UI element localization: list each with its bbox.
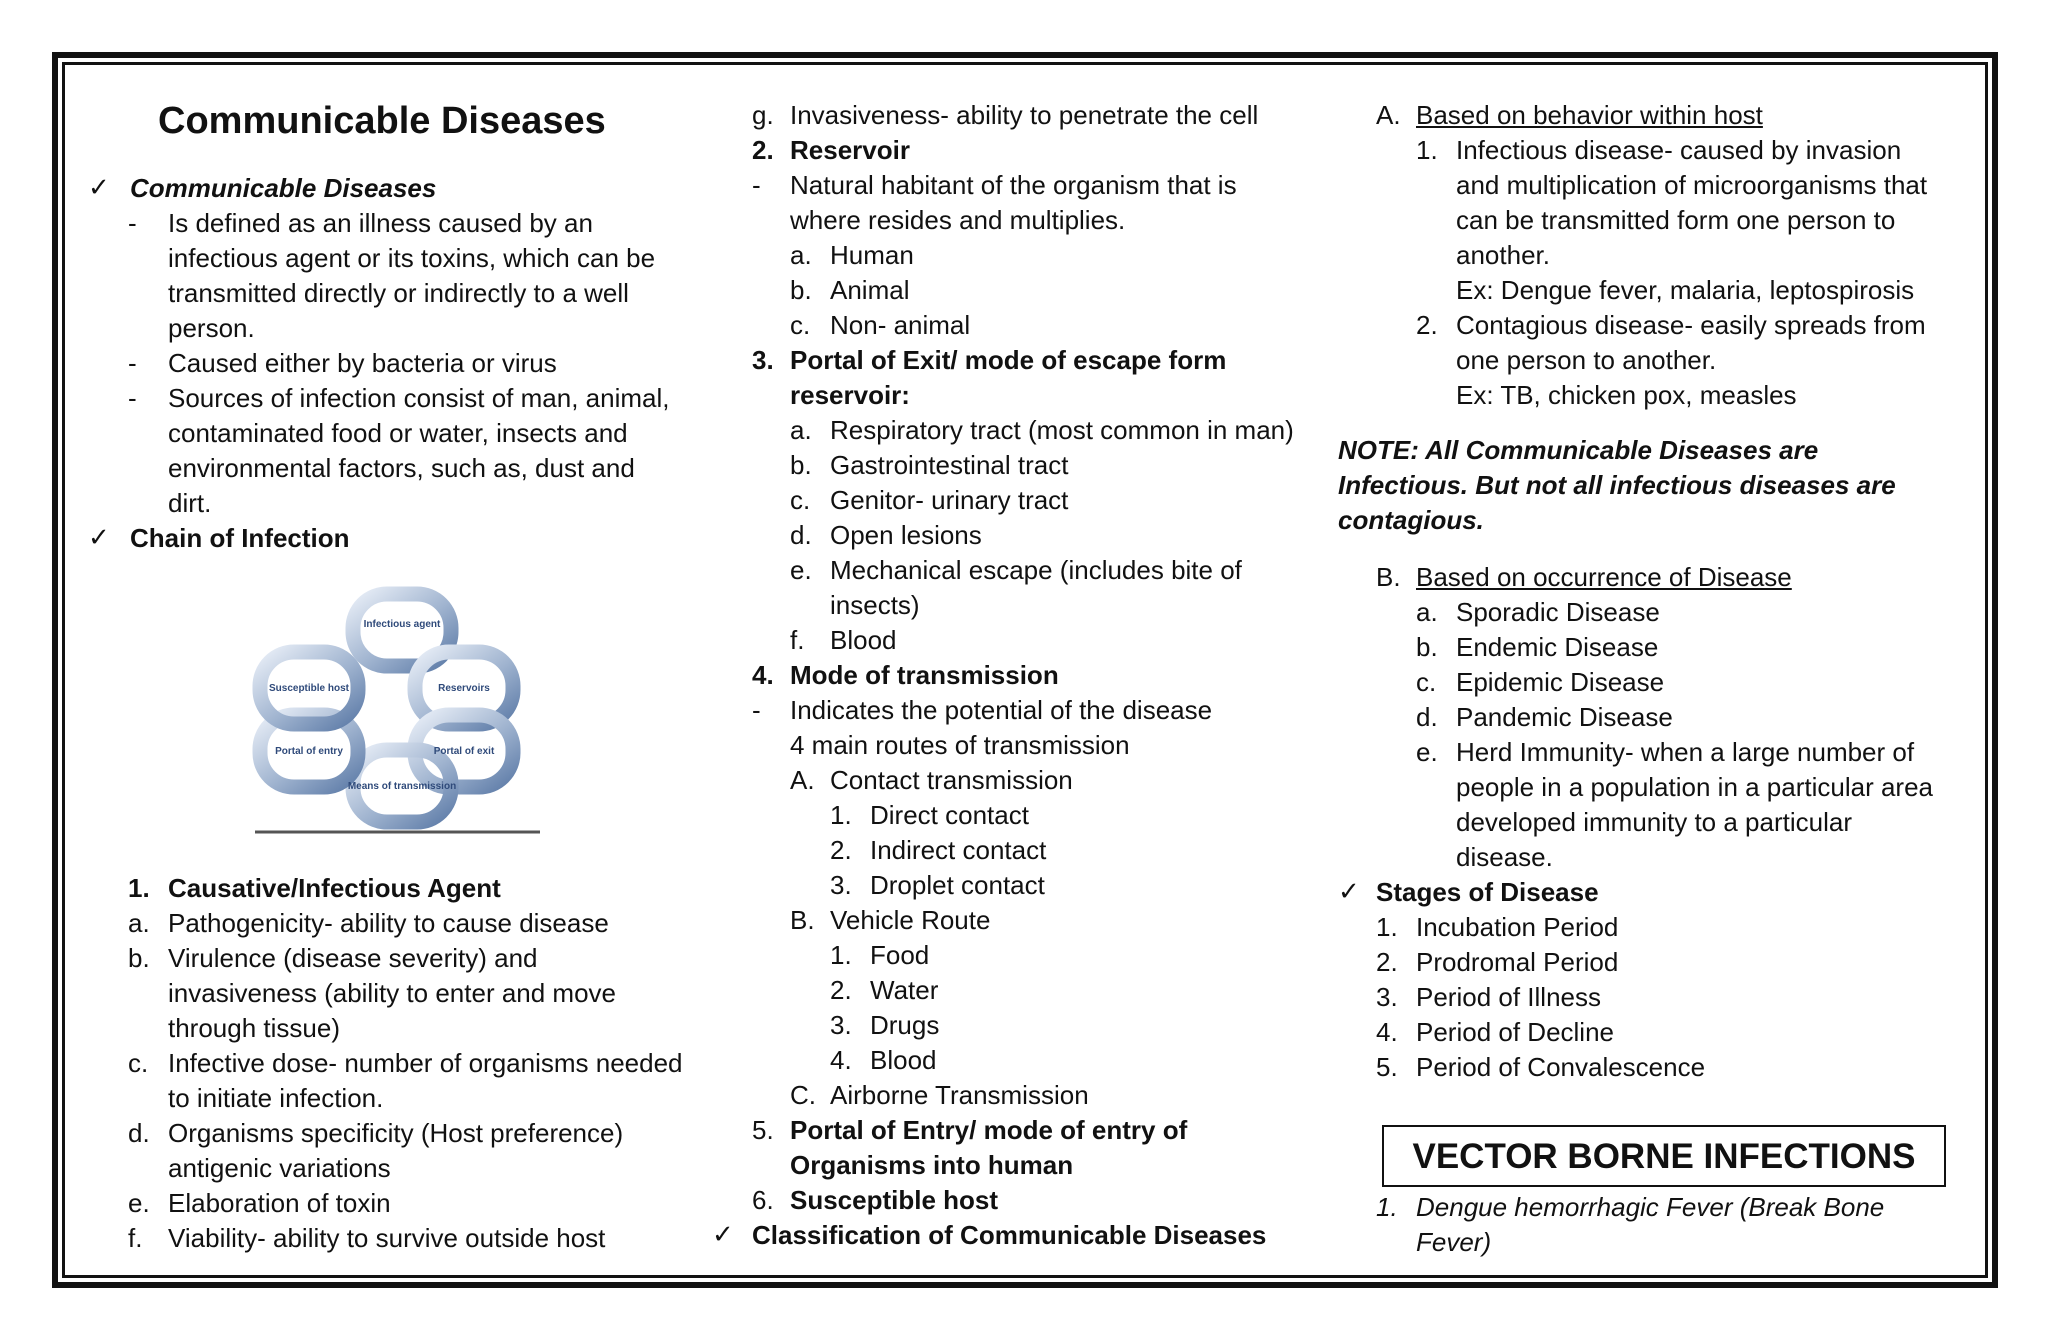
- list-item: Human: [830, 240, 914, 270]
- section-mode-of-transmission: Mode of transmission: [790, 660, 1059, 690]
- list-item: Fever): [1416, 1227, 1492, 1257]
- list-marker: d.: [790, 520, 812, 550]
- chain-label: Means of transmission: [347, 781, 457, 792]
- list-item: one person to another.: [1456, 345, 1717, 375]
- list-item: Dengue hemorrhagic Fever (Break Bone: [1416, 1192, 1885, 1222]
- list-item: Blood: [830, 625, 897, 655]
- list-item: Period of Decline: [1416, 1017, 1614, 1047]
- list-marker: c.: [790, 310, 811, 340]
- note-text: Infectious. But not all infectious diseases are: [1338, 470, 1896, 500]
- list-marker: e.: [128, 1188, 150, 1218]
- list-marker: 2.: [1416, 310, 1438, 340]
- list-marker: 4.: [1376, 1017, 1398, 1047]
- list-item: Elaboration of toxin: [168, 1188, 391, 1218]
- list-item: can be transmitted form one person to: [1456, 205, 1896, 235]
- subsection-vehicle: Vehicle Route: [830, 905, 991, 935]
- list-item: Non- animal: [830, 310, 971, 340]
- definition-line: Natural habitant of the organism that is: [790, 170, 1237, 200]
- dash-bullet: -: [752, 695, 761, 725]
- list-number: 6.: [752, 1185, 774, 1215]
- list-item: invasiveness (ability to enter and move: [168, 978, 617, 1008]
- list-item: Animal: [830, 275, 910, 305]
- sources-line: dirt.: [168, 488, 212, 518]
- list-marker: d.: [1416, 702, 1438, 732]
- chain-label: Portal of exit: [433, 746, 495, 757]
- list-item: Incubation Period: [1416, 912, 1619, 942]
- page-title: Communicable Diseases: [158, 100, 606, 142]
- definition-line: transmitted directly or indirectly to a well: [168, 278, 629, 308]
- list-item: Organisms specificity (Host preference): [168, 1118, 624, 1148]
- list-item: Pandemic Disease: [1456, 702, 1673, 732]
- vector-borne-heading: VECTOR BORNE INFECTIONS: [1412, 1137, 1916, 1176]
- list-marker: a.: [128, 908, 150, 938]
- list-item: insects): [830, 590, 920, 620]
- chain-label: Reservoirs: [438, 683, 490, 694]
- list-item: Infectious disease- caused by invasion: [1456, 135, 1902, 165]
- list-item: Virulence (disease severity) and: [168, 943, 538, 973]
- list-item: Viability- ability to survive outside host: [168, 1223, 606, 1253]
- list-marker: A.: [790, 765, 815, 795]
- checkmark-icon: ✓: [88, 173, 110, 203]
- list-item: people in a population in a particular area: [1456, 772, 1934, 802]
- list-item: Gastrointestinal tract: [830, 450, 1069, 480]
- section-classification: Classification of Communicable Diseases: [752, 1220, 1267, 1250]
- list-marker: b.: [128, 943, 150, 973]
- list-item: Genitor- urinary tract: [830, 485, 1069, 515]
- list-item: Respiratory tract (most common in man): [830, 415, 1294, 445]
- list-item: Epidemic Disease: [1456, 667, 1665, 697]
- list-marker: 1.: [830, 940, 852, 970]
- definition-line: person.: [168, 313, 255, 343]
- list-item: Endemic Disease: [1456, 632, 1659, 662]
- list-item: to initiate infection.: [168, 1083, 384, 1113]
- list-marker: c.: [1416, 667, 1437, 697]
- list-item: antigenic variations: [168, 1153, 391, 1183]
- definition-line: infectious agent or its toxins, which can be: [168, 243, 656, 273]
- list-marker: 3.: [830, 870, 852, 900]
- list-marker: b.: [1416, 632, 1438, 662]
- dash-bullet: -: [128, 383, 137, 413]
- list-marker: 1.: [1376, 912, 1398, 942]
- list-item: Period of Illness: [1416, 982, 1601, 1012]
- note-text: contagious.: [1338, 505, 1484, 535]
- list-marker: f.: [790, 625, 805, 655]
- list-marker: 2.: [830, 835, 852, 865]
- list-item: Droplet contact: [870, 870, 1045, 900]
- list-number: 1.: [128, 873, 150, 903]
- vector-borne-heading-box: [1382, 1125, 1946, 1187]
- list-marker: 3.: [830, 1010, 852, 1040]
- list-marker: 1.: [830, 800, 852, 830]
- list-marker: 2.: [830, 975, 852, 1005]
- list-number: 3.: [752, 345, 774, 375]
- sources-line: environmental factors, such as, dust and: [168, 453, 635, 483]
- list-item: Open lesions: [830, 520, 982, 550]
- list-item: Contagious disease- easily spreads from: [1456, 310, 1926, 340]
- checkmark-icon: ✓: [1338, 877, 1360, 907]
- list-item: Prodromal Period: [1416, 947, 1619, 977]
- subsection-behavior: Based on behavior within host: [1416, 100, 1763, 130]
- list-item: another.: [1456, 240, 1550, 270]
- list-marker: a.: [790, 240, 812, 270]
- checkmark-icon: ✓: [712, 1220, 734, 1250]
- list-number: 4.: [752, 660, 774, 690]
- list-marker: 4.: [830, 1045, 852, 1075]
- section-susceptible-host: Susceptible host: [790, 1185, 999, 1215]
- dash-bullet: -: [752, 170, 761, 200]
- list-marker: 1.: [1416, 135, 1438, 165]
- list-item: Blood: [870, 1045, 937, 1075]
- list-item: disease.: [1456, 842, 1553, 872]
- list-marker: B.: [790, 905, 815, 935]
- list-item: Drugs: [870, 1010, 940, 1040]
- list-marker: 3.: [1376, 982, 1398, 1012]
- definition-line: Indicates the potential of the disease: [790, 695, 1213, 725]
- list-item: through tissue): [168, 1013, 340, 1043]
- section-portal-of-entry: Portal of Entry/ mode of entry of: [790, 1115, 1188, 1145]
- list-item: Ex: TB, chicken pox, measles: [1456, 380, 1797, 410]
- list-item: Food: [870, 940, 930, 970]
- subsection-occurrence: Based on occurrence of Disease: [1416, 562, 1792, 592]
- list-marker: g.: [752, 100, 774, 130]
- list-item: Direct contact: [870, 800, 1029, 830]
- checkmark-icon: ✓: [88, 523, 110, 553]
- list-marker: A.: [1376, 100, 1401, 130]
- list-marker: 1.: [1376, 1192, 1398, 1222]
- definition-line: 4 main routes of transmission: [790, 730, 1130, 760]
- chain-label: Susceptible host: [268, 683, 350, 694]
- list-marker: f.: [128, 1223, 143, 1253]
- section-portal-of-exit: Portal of Exit/ mode of escape form: [790, 345, 1227, 375]
- definition-line: Is defined as an illness caused by an: [168, 208, 593, 238]
- list-item: Mechanical escape (includes bite of: [830, 555, 1242, 585]
- list-item: Invasiveness- ability to penetrate the cell: [790, 100, 1259, 130]
- cause-line: Caused either by bacteria or virus: [168, 348, 557, 378]
- section-portal-of-exit: reservoir:: [790, 380, 910, 410]
- section-causative-agent: Causative/Infectious Agent: [168, 873, 501, 903]
- list-number: 2.: [752, 135, 774, 165]
- sources-line: contaminated food or water, insects and: [168, 418, 628, 448]
- list-marker: 5.: [1376, 1052, 1398, 1082]
- list-number: 5.: [752, 1115, 774, 1145]
- list-item: Infective dose- number of organisms needed: [168, 1048, 683, 1078]
- section-portal-of-entry: Organisms into human: [790, 1150, 1074, 1180]
- list-item: Period of Convalescence: [1416, 1052, 1706, 1082]
- definition-line: where resides and multiplies.: [790, 205, 1126, 235]
- sources-line: Sources of infection consist of man, animal,: [168, 383, 670, 413]
- section-communicable-diseases: Communicable Diseases: [130, 173, 437, 203]
- list-item: and multiplication of microorganisms that: [1456, 170, 1928, 200]
- dash-bullet: -: [128, 208, 137, 238]
- list-marker: c.: [790, 485, 811, 515]
- list-marker: a.: [1416, 597, 1438, 627]
- section-chain-of-infection: Chain of Infection: [130, 523, 350, 553]
- chain-label: Infectious agent: [363, 619, 441, 630]
- section-reservoir: Reservoir: [790, 135, 910, 165]
- list-item: developed immunity to a particular: [1456, 807, 1852, 837]
- list-marker: C.: [790, 1080, 816, 1110]
- dash-bullet: -: [128, 348, 137, 378]
- list-marker: e.: [790, 555, 812, 585]
- list-marker: 2.: [1376, 947, 1398, 977]
- list-marker: c.: [128, 1048, 149, 1078]
- chain-of-infection-diagram: [250, 580, 550, 840]
- note-text: NOTE: All Communicable Diseases are: [1338, 435, 1819, 465]
- list-marker: b.: [790, 275, 812, 305]
- list-item: Ex: Dengue fever, malaria, leptospirosis: [1456, 275, 1915, 305]
- list-marker: a.: [790, 415, 812, 445]
- subsection-contact: Contact transmission: [830, 765, 1073, 795]
- list-marker: b.: [790, 450, 812, 480]
- list-item: Herd Immunity- when a large number of: [1456, 737, 1915, 767]
- list-marker: d.: [128, 1118, 150, 1148]
- section-stages-of-disease: Stages of Disease: [1376, 877, 1599, 907]
- list-marker: B.: [1376, 562, 1401, 592]
- subsection-airborne: Airborne Transmission: [830, 1080, 1089, 1110]
- list-item: Water: [870, 975, 939, 1005]
- list-item: Sporadic Disease: [1456, 597, 1660, 627]
- chain-label: Portal of entry: [275, 746, 343, 757]
- list-item: Indirect contact: [870, 835, 1047, 865]
- list-item: Pathogenicity- ability to cause disease: [168, 908, 609, 938]
- list-marker: e.: [1416, 737, 1438, 767]
